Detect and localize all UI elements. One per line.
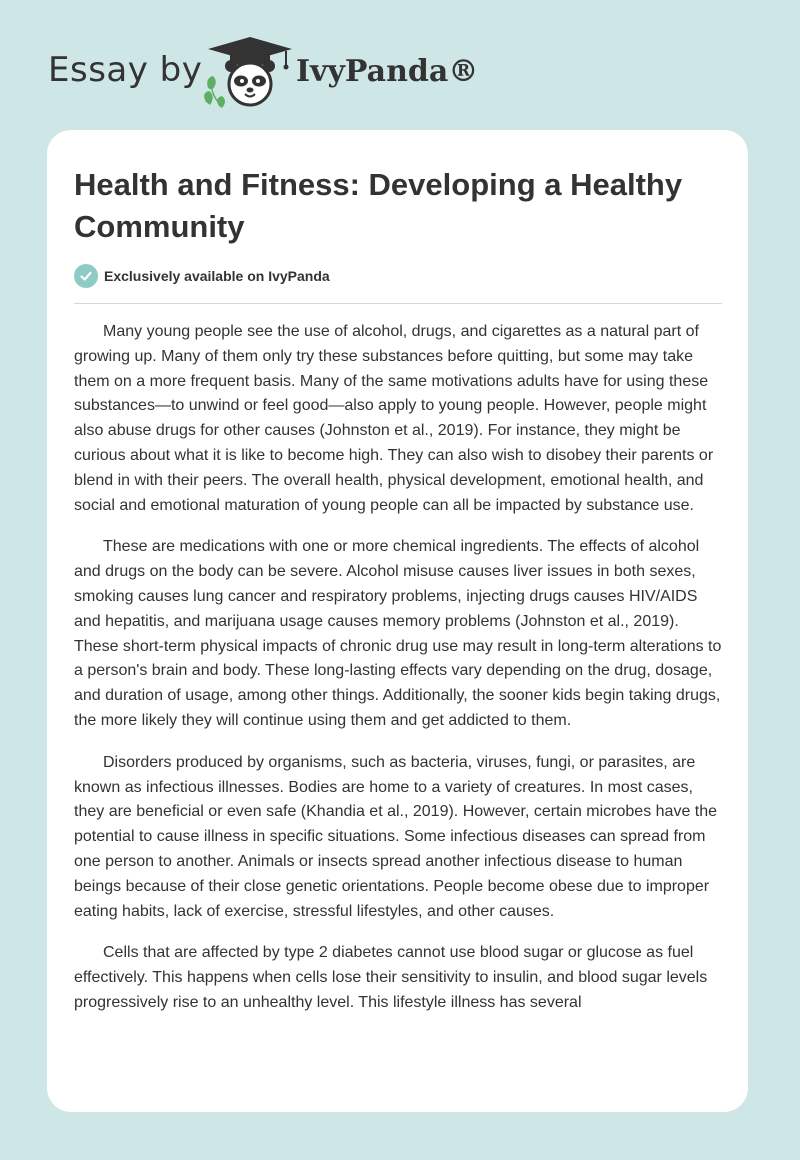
brand-prefix: Essay by (48, 50, 203, 90)
divider (74, 303, 722, 304)
exclusive-badge (74, 263, 330, 289)
paragraph: These are medications with one or more chemical ingredients. The effects of alcohol and drugs on the body can be severe. Alcohol misuse causes liver issues in both sexes, smoking causes lung cancer and respiratory problems, injecting drugs causes HIV/AIDS and hepatitis, and marijuana usage causes memory problems (Johnston et al., 2019). These short-term physical impacts of chronic drug use may result in long-term alterations to a person's brain and body. These long-lasting effects vary depending on the drug, dosage, and duration of usage, among other things. Additionally, the sooner kids begin taking drugs, the more likely they will continue using them and get addicted to them. (74, 538, 722, 729)
page-title: Health and Fitness: Developing a Healthy Community (74, 167, 683, 244)
exclusive-label: Exclusively available on IvyPanda (104, 268, 330, 284)
paragraph: Many young people see the use of alcohol, drugs, and cigarettes as a natural part of growing up. Many of them only try these substances before quitting, but some may take them on a more frequent basis. Many of the same motivations adults have for using these substances—to unwind or feel good—also apply to young people. However, people might also abuse drugs for other causes (Johnston et al., 2019). For instance, they might be curious about what it is like to become high. They can also wish to disobey their parents or blend in with their peers. The overall health, physical development, emotional health, and social and emotional maturation of young people can all be impacted by substance use. (74, 323, 714, 514)
essay-body (74, 320, 724, 1033)
paragraph: Disorders produced by organisms, such as bacteria, viruses, fungi, or parasites, are known as infectious illnesses. Bodies are home to a variety of creatures. In most cases, they are beneficial or even safe (Khandia et al., 2019). However, certain microbes have the potential to cause illness in specific situations. Some infectious diseases can spread from one person to another. Animals or insects spread another infectious disease to human beings because of their close genetic orientations. People become obese due to improper eating habits, lack of exercise, stressful lifestyles, and other causes. (74, 753, 718, 920)
essay-card (47, 130, 748, 1112)
check-icon (74, 264, 98, 288)
panda-logo-icon (202, 36, 294, 108)
paragraph: Cells that are affected by type 2 diabetes cannot use blood sugar or glucose as fuel effectively. This happens when cells lose their sensitivity to insulin, and blood sugar levels progressively rise to an unhealthy level. This lifestyle illness has several (74, 944, 708, 1011)
brand-header (48, 36, 508, 108)
brand-name: IvyPanda® (296, 54, 479, 89)
